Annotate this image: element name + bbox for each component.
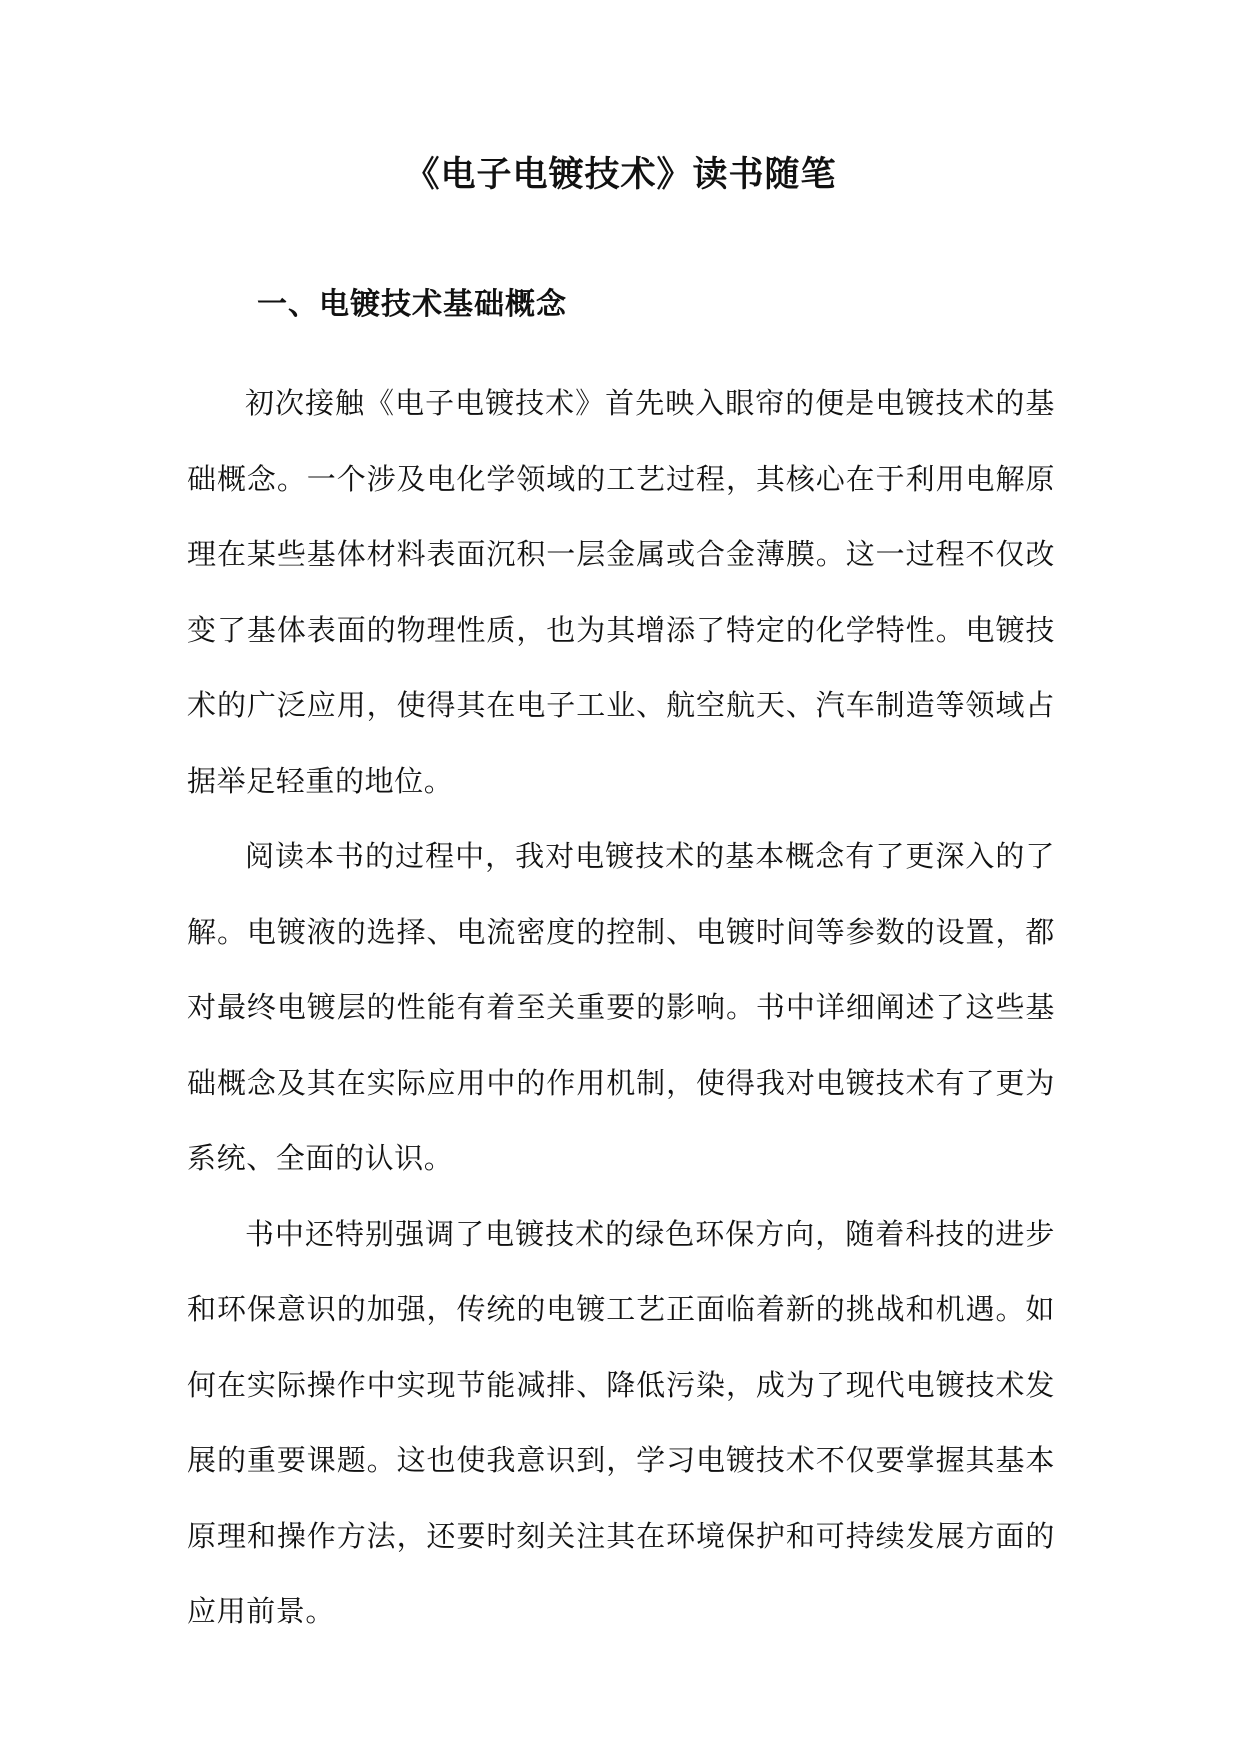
body-text [187, 366, 1055, 1650]
paragraph: 初次接触《电子电镀技术》首先映入眼帘的便是电镀技术的基础概念。一个涉及电化学领域的工艺过程，其核心在于利用电解原理在某些基体材料表面沉积一层金属或合金薄膜。这一过程不仅改变了基体表面的物理性质，也为其增添了特定的化学特性。电镀技术的广泛应用，使得其在电子工业、航空航天、汽车制造等领域占据举足轻重的地位。 [187, 386, 1055, 798]
paragraph: 书中还特别强调了电镀技术的绿色环保方向，随着科技的进步和环保意识的加强，传统的电镀工艺正面临着新的挑战和机遇。如何在实际操作中实现节能减排、降低污染，成为了现代电镀技术发展的重要课题。这也使我意识到，学习电镀技术不仅要掌握其基本原理和操作方法，还要时刻关注其在环境保护和可持续发展方面的应用前景。 [187, 1216, 1055, 1628]
document-title: 《电子电镀技术》读书随笔 [404, 154, 837, 195]
paragraph: 阅读本书的过程中，我对电镀技术的基本概念有了更深入的了解。电镀液的选择、电流密度的控制、电镀时间等参数的设置，都对最终电镀层的性能有着至关重要的影响。书中详细阐述了这些基础概念及其在实际应用中的作用机制，使得我对电镀技术有了更为系统、全面的认识。 [187, 839, 1055, 1175]
section-heading: 一、电镀技术基础概念 [257, 287, 567, 322]
